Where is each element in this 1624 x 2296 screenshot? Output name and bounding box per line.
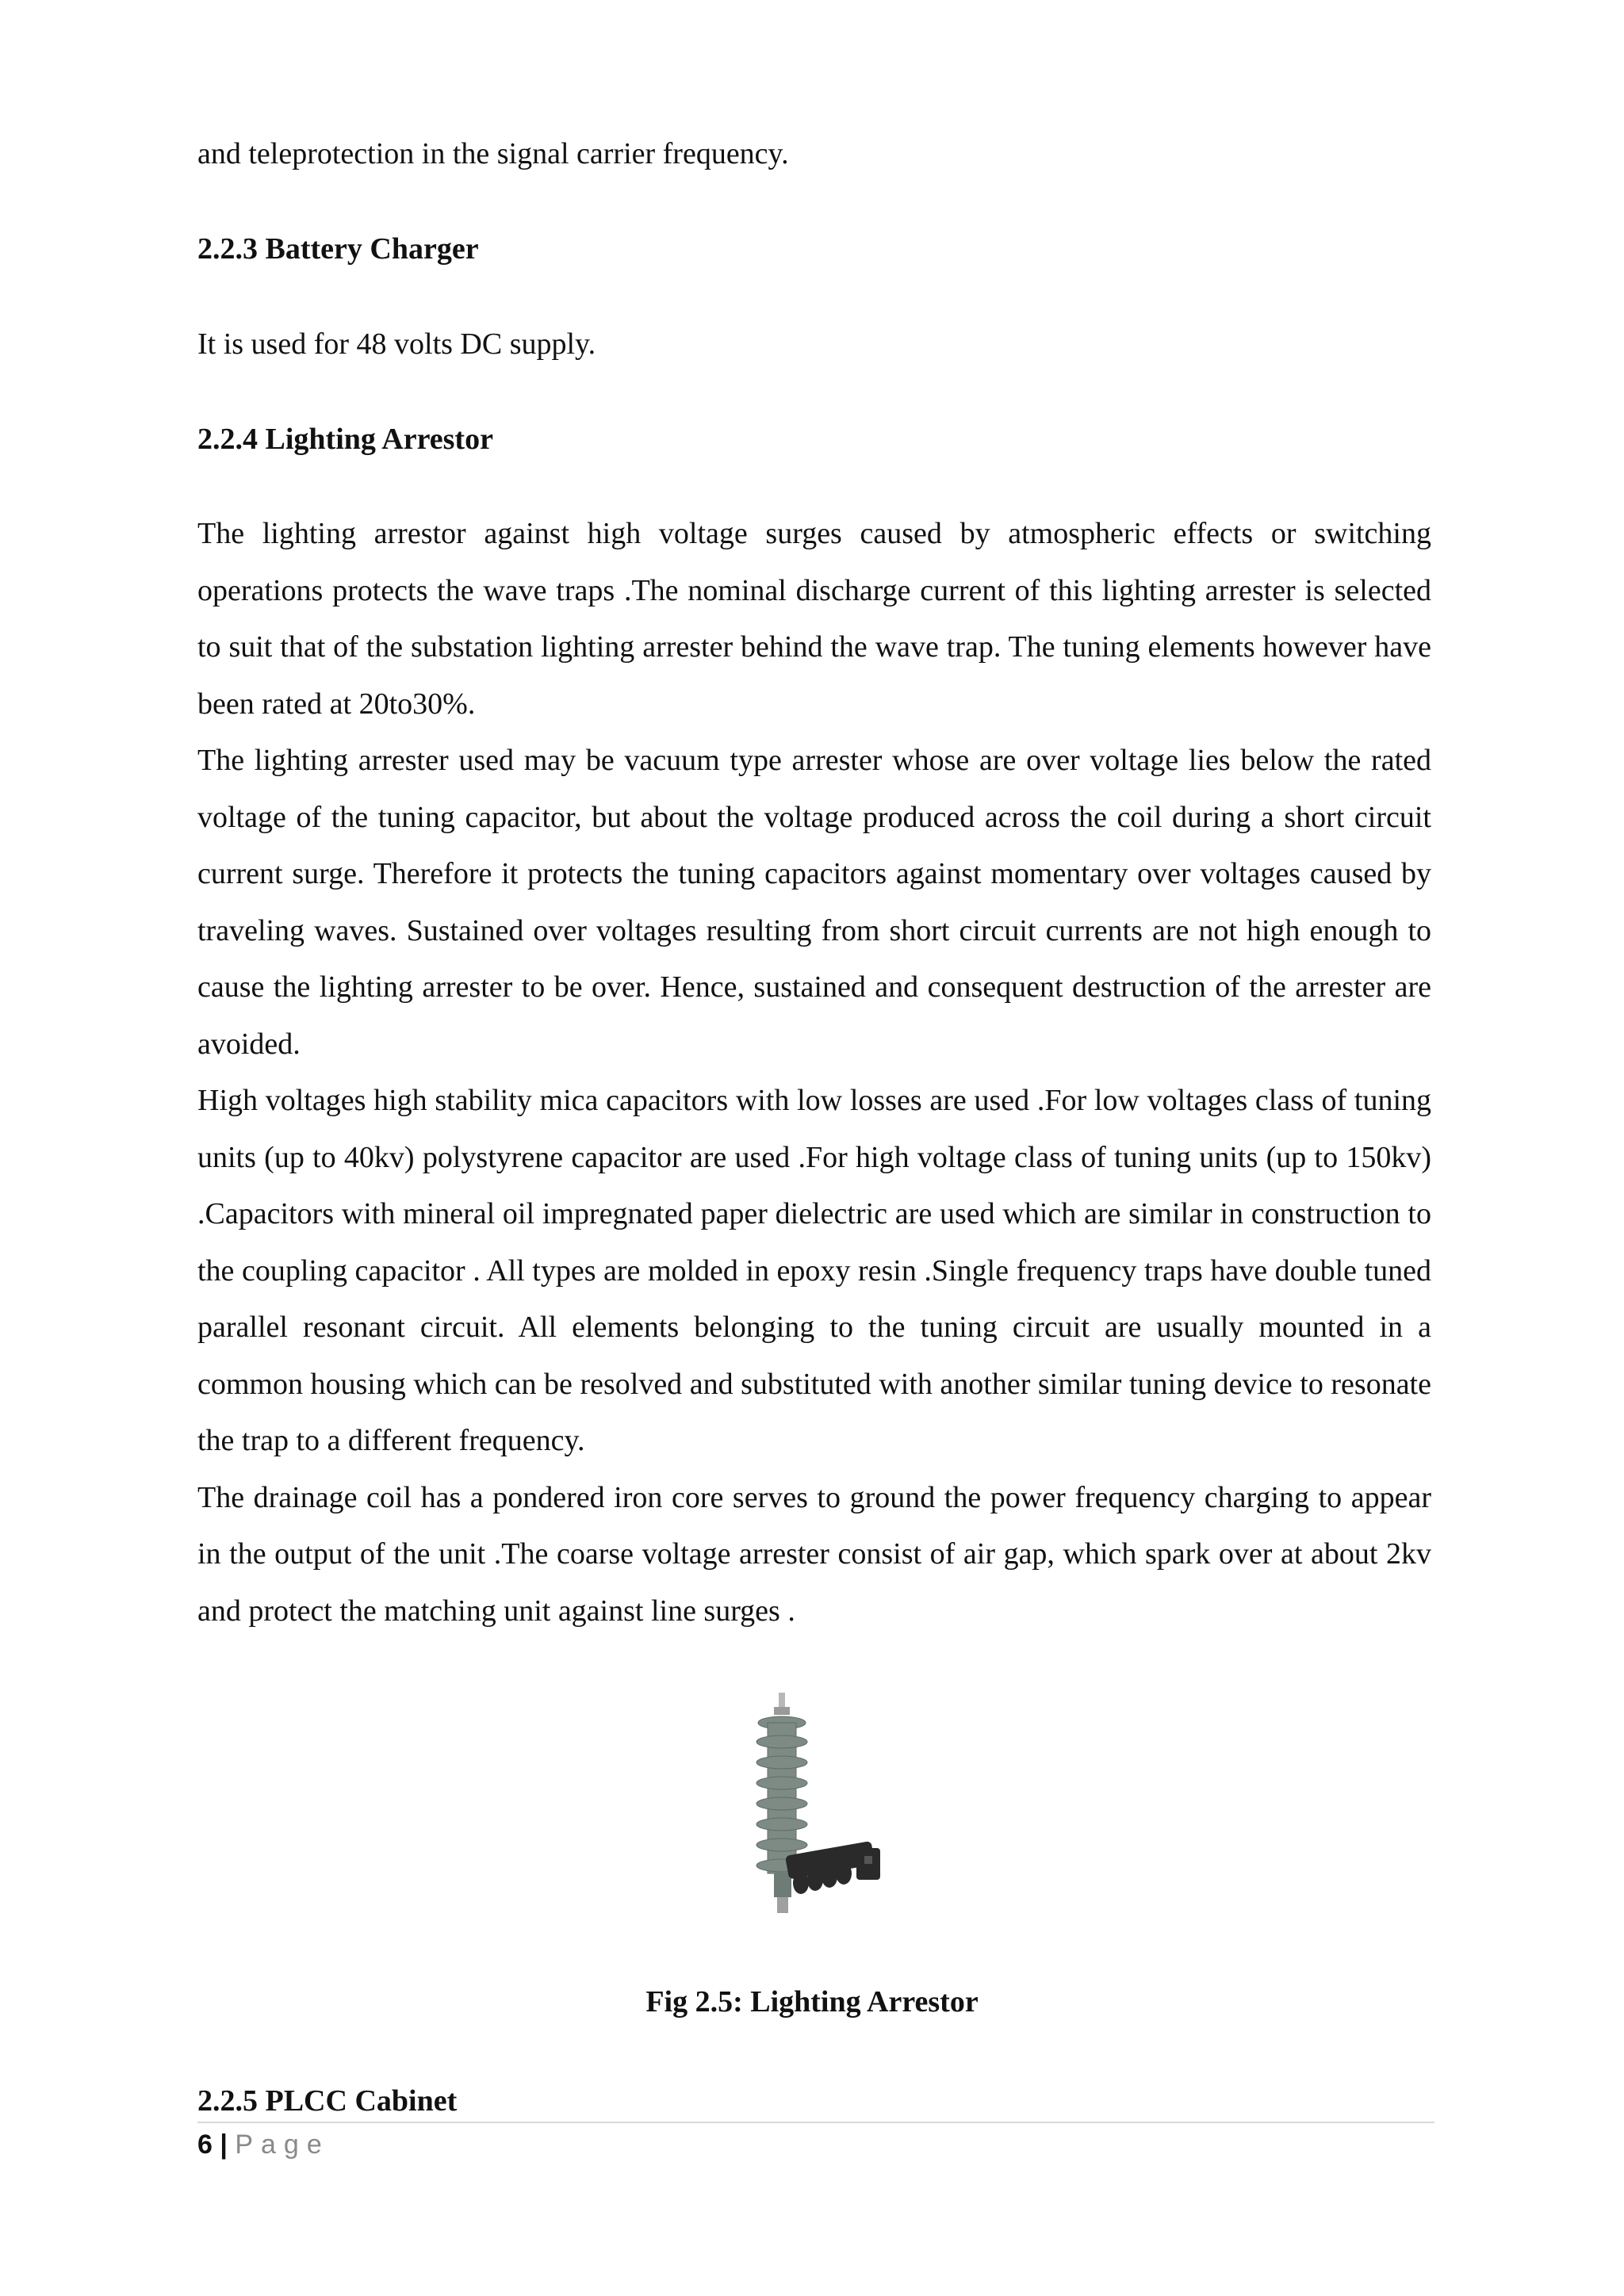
lighting-arrestor-icon (737, 1693, 912, 1931)
paragraph-4: The drainage coil has a pondered iron core serves to ground the power frequency charging to appear in the output of the unit .The coarse voltage arrester consist of air gap, which spark over at about 2kv and protect the matching unit against line surges . (197, 1480, 1431, 1628)
page-label: Page (235, 2130, 330, 2160)
page-footer (197, 2125, 330, 2164)
section-heading-battery-charger: 2.2.3 Battery Charger (197, 232, 479, 266)
battery-charger-text: It is used for 48 volts DC supply. (197, 327, 596, 361)
footer-divider (197, 2122, 1434, 2123)
figure-caption: Fig 2.5: Lighting Arrestor (645, 1985, 979, 2019)
lighting-arrestor-image (737, 1693, 912, 1931)
spacer (197, 373, 1431, 411)
spacer (197, 182, 1431, 220)
page-content (197, 125, 1431, 1640)
spacer (197, 468, 1431, 506)
page-number: 6 (197, 2130, 213, 2160)
footer-separator: | (220, 2130, 228, 2160)
section-heading-lighting-arrestor: 2.2.4 Lighting Arrestor (197, 423, 493, 456)
intro-line: and teleprotection in the signal carrier frequency. (197, 137, 789, 170)
section-heading-plcc-cabinet: 2.2.5 PLCC Cabinet (197, 2084, 458, 2118)
paragraph-2: The lighting arrester used may be vacuum type arrester whose are over voltage lies below the rated voltage of the tuning capacitor, but about the voltage produced across the coil during a short circuit current surge. Therefore it protects the tuning capacitors against momentary over voltages caused by traveling waves. Sustained over voltages resulting from short circuit currents are not high enough to cause the lighting arrester to be over. Hence, sustained and consequent destruction of the arrester are avoided. (197, 744, 1431, 1061)
paragraph-1: The lighting arrestor against high voltage surges caused by atmospheric effects or switching operations protects the wave traps .The nominal discharge current of this lighting arrester is selected to suit that of the substation lighting arrester behind the wave trap. The tuning elements however have been rated at 20to30%. (197, 517, 1431, 721)
paragraph-3: High voltages high stability mica capacitors with low losses are used .For low voltages class of tuning units (up to 40kv) polystyrene capacitor are used .For high voltage class of tuning units (up to 150kv) .Capacitors with mineral oil impregnated paper dielectric are used which are similar in construction to the coupling capacitor . All types are molded in epoxy resin .Single frequency traps have double tuned parallel resonant circuit. All elements belonging to the tuning circuit are usually mounted in a common housing which can be resolved and substituted with another similar tuning device to resonate the trap to a different frequency. (197, 1084, 1431, 1457)
spacer (197, 277, 1431, 316)
